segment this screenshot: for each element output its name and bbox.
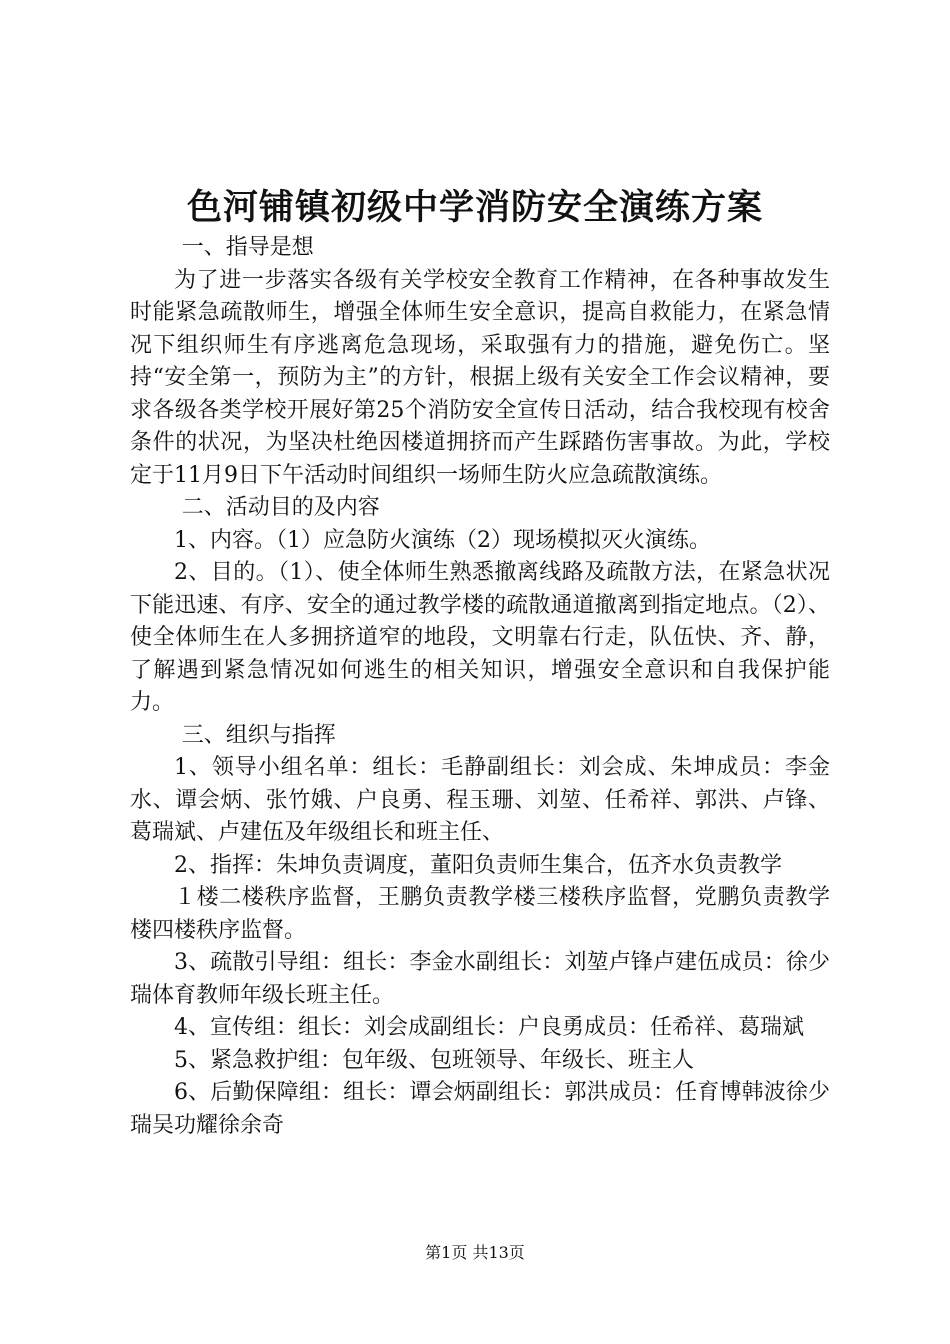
document-title: 色河铺镇初级中学消防安全演练方案 bbox=[186, 188, 763, 228]
section-heading-goals-content: 二、活动目的及内容 bbox=[181, 495, 380, 520]
paragraph-leadership-group: 1、领导小组名单：组长：毛静副组长：刘会成、朱坤成员：李金水、谭会炳、张竹娥、户良勇、程玉珊、刘堃、任希祥、郭洪、卢锋、葛瑞斌、卢建伍及年级组长和班主任、 bbox=[130, 755, 830, 845]
paragraph-goals: 2、目的。（1）、使全体师生熟悉撤离线路及疏散方法，在紧急状况下能迅速、有序、安全的通过教学楼的疏散通道撤离到指定地点。（2）、使全体师生在人多拥挤道窄的地段，文明靠右行走，队伍快、齐、静，了解遇到紧急情况如何逃生的相关知识，增强安全意识和自我保护能力。 bbox=[130, 560, 830, 715]
paragraph-emergency-rescue: 5、紧急救护组：包年级、包班领导、年级长、班主人 bbox=[174, 1047, 694, 1073]
paragraph-content: 1、内容。（1）应急防火演练（2）现场模拟灭火演练。 bbox=[174, 527, 711, 553]
section-heading-guiding-thought: 一、指导是想 bbox=[181, 235, 314, 260]
paragraph-purpose-intro: 为了进一步落实各级有关学校安全教育工作精神，在各种事故发生时能紧急疏散师生，增强全体师生安全意识，提高自救能力，在紧急情况下组织师生有序逃离危急现场，采取强有力的措施，避免伤亡。坚持“安全第一，预防为主”的方针，根据上级有关安全工作会议精神，要求各级各类学校开展好第25个消防安全宣传日活动，结合我校现有校舍条件的状况，为坚决杜绝因楼道拥挤而产生踩踏伤害事故。为此，学校定于11月9日下午活动时间组织一场师生防火应急疏散演练。 bbox=[130, 267, 830, 488]
section-heading-organization: 三、组织与指挥 bbox=[181, 722, 336, 748]
page-number-footer: 第1页 共13页 bbox=[425, 1243, 525, 1262]
paragraph-floor-supervision: １楼二楼秩序监督，王鹏负责教学楼三楼秩序监督，党鹏负责教学楼四楼秩序监督。 bbox=[130, 885, 830, 943]
paragraph-publicity-group: 4、宣传组：组长：刘会成副组长：户良勇成员：任希祥、葛瑞斌 bbox=[174, 1015, 804, 1040]
paragraph-logistics: 6、后勤保障组：组长：谭会炳副组长：郭洪成员：任育博韩波徐少瑞吴功耀徐余奇 bbox=[130, 1080, 830, 1138]
paragraph-evacuation-guidance: 3、疏散引导组：组长：李金水副组长：刘堃卢锋卢建伍成员：徐少瑞体育教师年级长班主任。 bbox=[130, 950, 830, 1008]
paragraph-command: 2、指挥：朱坤负责调度，董阳负责师生集合，伍齐水负责教学 bbox=[174, 852, 782, 878]
document-body bbox=[130, 232, 830, 1142]
